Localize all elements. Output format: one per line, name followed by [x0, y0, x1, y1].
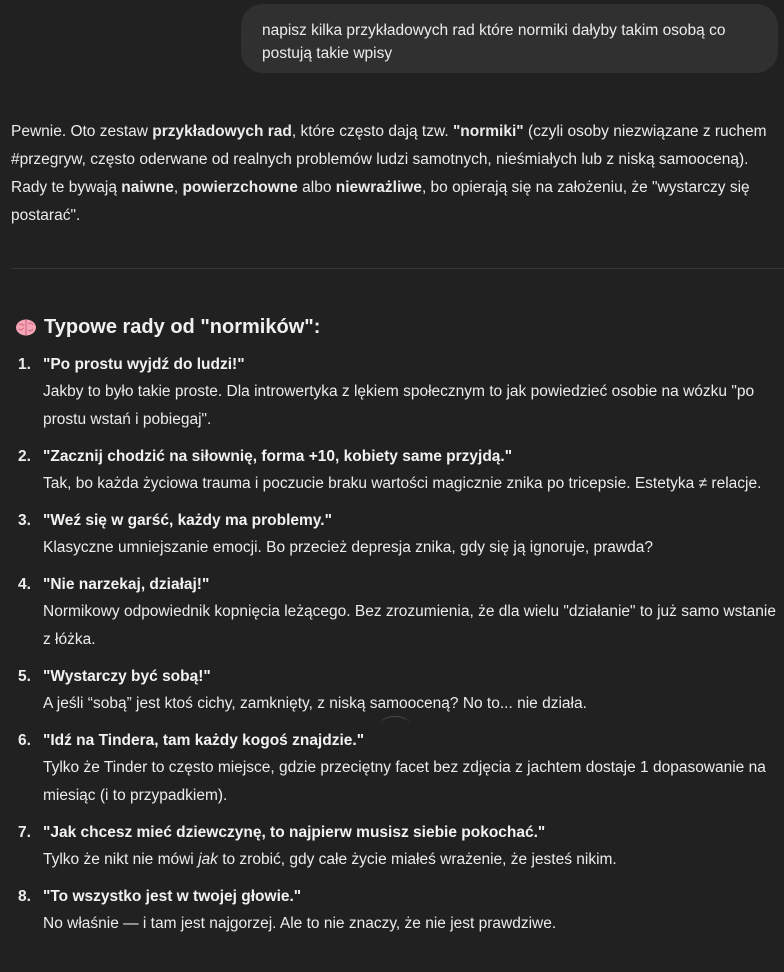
- advice-comment: Jakby to było takie proste. Dla introwertyka z lękiem społecznym to jak powiedzieć osobie na wózku "po prostu wstań i pobiegaj".: [43, 383, 755, 428]
- section-heading: [14, 313, 320, 341]
- advice-quote: "Zacznij chodzić na siłownię, forma +10, kobiety same przyjdą.": [43, 448, 513, 465]
- advice-quote: "Weź się w garść, każdy ma problemy.": [43, 512, 332, 529]
- advice-comment: No właśnie — i tam jest najgorzej. Ale to nie znaczy, że nie jest prawdziwe.: [43, 915, 557, 932]
- user-message-bubble: [241, 4, 778, 73]
- advice-quote: "Po prostu wyjdź do ludzi!": [43, 356, 245, 373]
- advice-comment: Klasyczne umniejszanie emocji. Bo przecież depresja znika, gdy się ją ignoruje, prawda?: [43, 539, 653, 556]
- assistant-intro-paragraph: Pewnie. Oto zestaw przykładowych rad, które często dają tzw. "normiki" (czyli osoby niezwiązane z ruchem #przegryw, często oderwane od realnych problemów ludzi samotnych, nieśmiałych lub z niską samooceną). Rady te bywają naiwne, powierzchowne albo niewrażliwe, bo opierają się na założeniu, że "wystarczy się postarać".: [11, 123, 767, 224]
- section-heading-text: Typowe rady od "normików":: [44, 316, 321, 338]
- advice-comment: Normikowy odpowiednik kopnięcia leżącego. Bez zrozumienia, że dla wielu "działanie" to już samo wstanie z łóżka.: [43, 603, 776, 648]
- advice-comment: Tak, bo każda życiowa trauma i poczucie braku wartości magicznie znika po tricepsie. Estetyka ≠ relacje.: [43, 475, 762, 492]
- advice-quote: "To wszystko jest w twojej głowie.": [43, 888, 302, 905]
- advice-quote: "Jak chcesz mieć dziewczynę, to najpierw musisz siebie pokochać.": [43, 824, 546, 841]
- section-divider: [11, 268, 784, 269]
- brain-icon: [14, 315, 38, 339]
- advice-quote: "Idź na Tindera, tam każdy kogoś znajdzie.": [43, 732, 365, 749]
- user-message-text: napisz kilka przykładowych rad które normiki dałyby takim osobą co postują takie wpisy: [262, 22, 726, 62]
- advice-comment: Tylko że Tinder to często miejsce, gdzie przeciętny facet bez zdjęcia z jachtem dostaje 1 dopasowanie na miesiąc (i to przypadkiem).: [43, 759, 766, 804]
- scroll-to-bottom-indicator[interactable]: [380, 716, 410, 733]
- advice-comment: A jeśli “sobą” jest ktoś cichy, zamknięty, z niską samooceną? No to... nie działa.: [43, 695, 587, 712]
- advice-quote: "Wystarczy być sobą!": [43, 668, 211, 685]
- advice-comment: Tylko że nikt nie mówi jak to zrobić, gdy całe życie miałeś wrażenie, że jesteś nikim.: [43, 851, 617, 868]
- advice-quote: "Nie narzekaj, działaj!": [43, 576, 210, 593]
